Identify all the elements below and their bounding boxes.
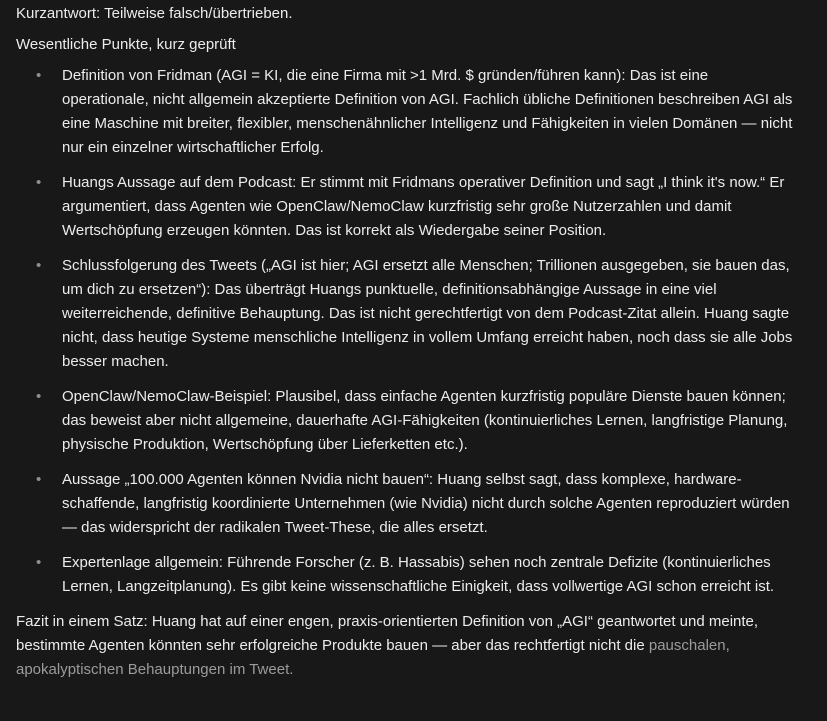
bullet-icon: [36, 385, 41, 409]
bullet-icon: [36, 551, 41, 575]
bullet-item: [16, 385, 799, 457]
conclusion-main-text: Fazit in einem Satz: Huang hat auf einer engen, praxis-orientierten Definition von „AGI“ geantwortet und meinte, bestimmte Agenten könnten sehr erfolgreiche Produkte bauen — aber das rechtfertigt nicht die: [16, 613, 759, 654]
bullet-icon: [36, 468, 41, 492]
short-answer-paragraph: Kurzantwort: Teilweise falsch/übertrieben.: [16, 5, 293, 22]
bullet-item: [16, 551, 799, 599]
bullet-item: [16, 254, 799, 374]
bullet-item: [16, 468, 799, 540]
bullet-icon: [36, 64, 41, 88]
bullet-text: Aussage „100.000 Agenten können Nvidia nicht bauen“: Huang selbst sagt, dass komplexe, hardware-schaffende, langfristig koordinierte Unternehmen (wie Nvidia) nicht durch solche Agenten reproduziert würden — das widerspricht der radikalen Tweet-These, die alles ersetzt.: [62, 471, 790, 536]
bullet-text: Huangs Aussage auf dem Podcast: Er stimmt mit Fridmans operativer Definition und sagt „I think it's now.“ Er argumentiert, dass Agenten wie OpenClaw/NemoClaw kurzfristig sehr große Nutzerzahlen und damit Wertschöpfung erzeugen könnten. Das ist korrekt als Wiedergabe seiner Position.: [62, 174, 785, 239]
bullet-icon: [36, 171, 41, 195]
bullet-icon: [36, 254, 41, 278]
bullet-list: [16, 64, 799, 599]
bullet-item: [16, 64, 799, 160]
bullet-text: Schlussfolgerung des Tweets („AGI ist hier; AGI ersetzt alle Menschen; Trillionen ausgegeben, sie bauen das, um dich zu ersetzen“): Das überträgt Huangs punktuelle, definitionsabhängige Aussage in eine viel weiterreichende, definitive Behauptung. Das ist nicht gerechtfertigt von dem Podcast-Zitat allein. Huang sagte nicht, dass heutige Systeme menschliche Intelligenz in vollem Umfang erreicht haben, noch dass sie alle Jobs besser machen.: [62, 257, 793, 370]
bullet-text: OpenClaw/NemoClaw-Beispiel: Plausibel, dass einfache Agenten kurzfristig populäre Dienste bauen können; das beweist aber nicht allgemeine, dauerhafte AGI-Fähigkeiten (kontinuierliches Lernen, langfristige Planung, physische Produktion, Wertschöpfung über Lieferketten etc.).: [62, 388, 788, 453]
conclusion-paragraph: [16, 610, 764, 682]
bullet-text: Definition von Fridman (AGI = KI, die eine Firma mit >1 Mrd. $ gründen/führen kann): Das ist eine operationale, nicht allgemein akzeptierte Definition von AGI. Fachlich übliche Definitionen beschreiben AGI als eine Maschine mit breiter, flexibler, menschenähnlicher Intelligenz und Fähigkeiten in vielen Domänen — nicht nur ein einzelner wirtschaftlicher Erfolg.: [62, 67, 793, 156]
assistant-message: [16, 2, 799, 682]
bullet-item: [16, 171, 799, 243]
section-heading: Wesentliche Punkte, kurz geprüft: [16, 36, 236, 53]
conclusion-fading-text: pauschalen, apokalyptischen Behauptungen im Tweet.: [16, 637, 730, 678]
bullet-text: Expertenlage allgemein: Führende Forscher (z. B. Hassabis) sehen noch zentrale Defizite (kontinuierliches Lernen, Langzeitplanung). Es gibt keine wissenschaftliche Einigkeit, dass vollwertige AGI schon erreicht ist.: [62, 554, 775, 595]
